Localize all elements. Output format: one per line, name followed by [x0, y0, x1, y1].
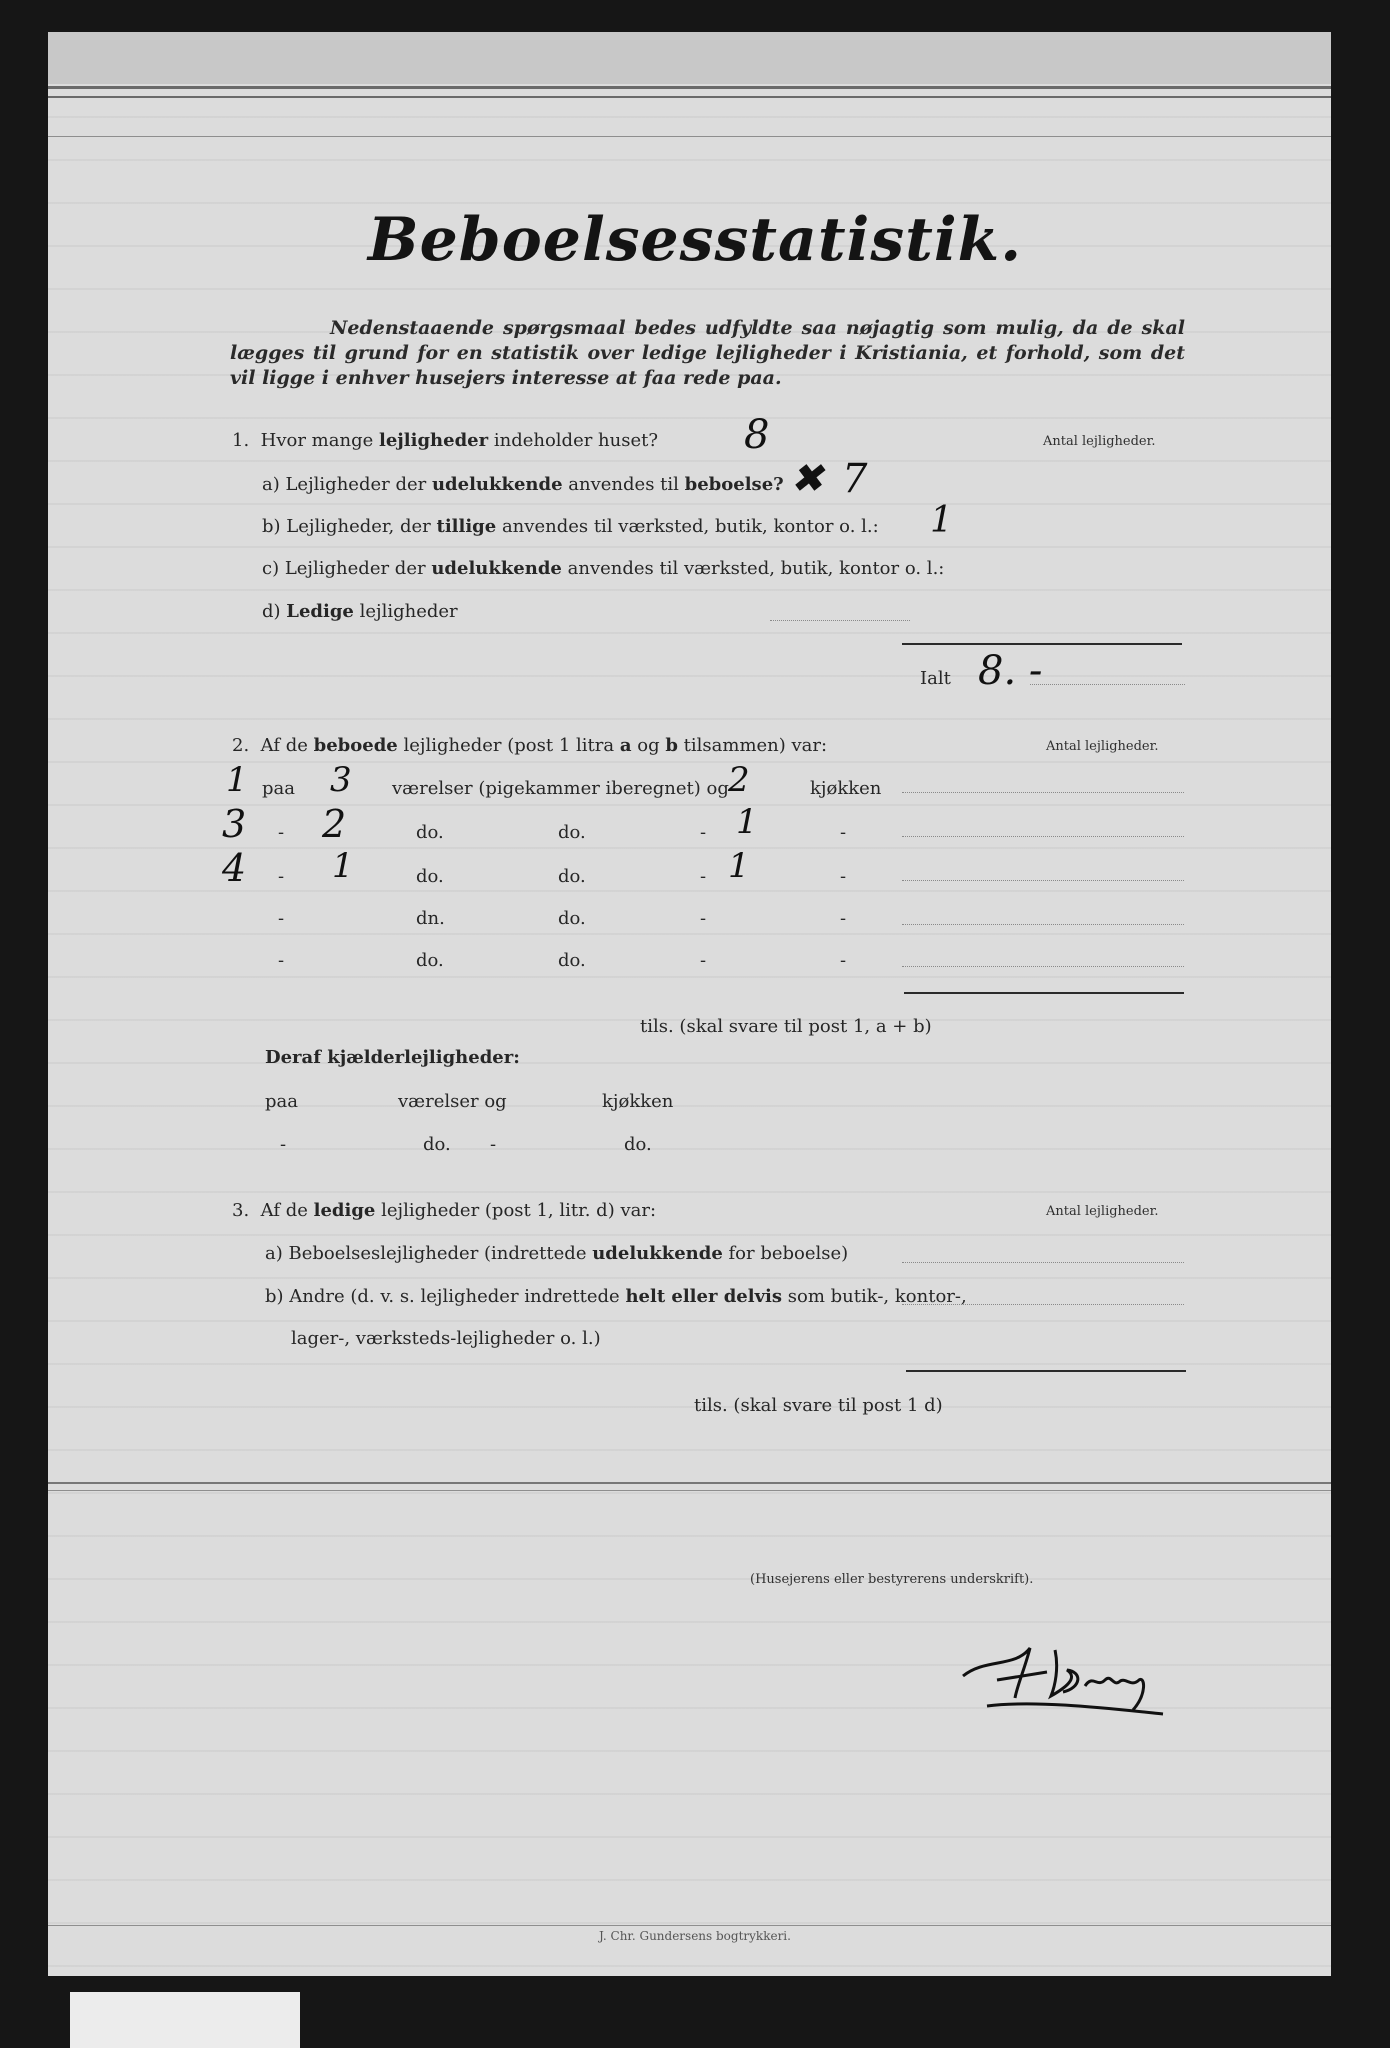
- q2-row4-do1: dn.: [416, 908, 445, 929]
- ialt-answer: 8. -: [978, 648, 1043, 694]
- q2-row2-do1: do.: [416, 822, 444, 843]
- q2-row5-do1: do.: [416, 950, 444, 971]
- q1a-scribble: ✖: [790, 456, 824, 502]
- q1c-line: c) Lejligheder der udelukkende anvendes til værksted, butik, kontor o. l.:: [262, 558, 945, 579]
- footer-rule: [48, 1925, 1331, 1926]
- q2-row3-dash3: -: [840, 866, 847, 887]
- section-rule: [48, 1482, 1331, 1484]
- q3-dots-1: [902, 1262, 1184, 1263]
- k-vaer: værelser og: [398, 1091, 507, 1112]
- q2-row2-dash2: -: [700, 822, 707, 843]
- q2-dots-4: [902, 924, 1184, 925]
- q1-answer: 8: [744, 412, 770, 458]
- q2-row1-kitchens: 2: [728, 760, 750, 800]
- section-rule-2: [48, 1490, 1331, 1491]
- top-rule: [48, 86, 1331, 89]
- k-do2: do.: [624, 1134, 652, 1155]
- q2-sum-rule: [904, 992, 1184, 994]
- q2-row3-do2: do.: [558, 866, 586, 887]
- q2-row4-do2: do.: [558, 908, 586, 929]
- intro-paragraph: Nedenstaaende spørgsmaal bedes udfyldte saa nøjagtig som mulig, da de skal lægges til grund for en statistik over ledige lejligheder i Kristiania, et forhold, som det vil ligge i enhver husejers interesse at faa rede paa.: [230, 317, 1185, 389]
- q2-row3-dash2: -: [700, 866, 707, 887]
- q2-tils: tils. (skal svare til post 1, a + b): [640, 1016, 932, 1037]
- q2-dots-2: [902, 836, 1184, 837]
- q2-line: 2. Af de beboede lejligheder (post 1 litra a og b tilsammen) var:: [232, 735, 828, 756]
- k-paa: paa: [265, 1091, 298, 1112]
- q3a-line: a) Beboelseslejligheder (indrettede udelukkende for beboelse): [265, 1243, 849, 1264]
- kjaelder-label: Deraf kjælderlejligheder:: [265, 1047, 520, 1068]
- q2-row1-vaer: værelser (pigekammer iberegnet) og: [392, 778, 729, 799]
- q1a-answer: 7: [842, 456, 868, 502]
- q2-row1-paa: paa: [262, 778, 295, 799]
- q2-row1-count: 1: [226, 760, 248, 800]
- signature-caption: (Husejerens eller bestyrerens underskrift).: [750, 1572, 1034, 1587]
- signature-image: [955, 1628, 1175, 1718]
- q2-row2-kitchens: 1: [736, 802, 758, 842]
- q2-row4-dash2: -: [700, 908, 707, 929]
- q3b-line: b) Andre (d. v. s. lejligheder indrettede helt eller delvis som butik-, kontor-,: [265, 1286, 967, 1307]
- q1-sum-rule: [902, 643, 1182, 645]
- q2-dots-1: [902, 792, 1184, 793]
- q2-row3-count: 4: [222, 846, 247, 890]
- q1d-dots: [770, 620, 910, 621]
- k-do1: do.: [423, 1134, 451, 1155]
- q1a-line: a) Lejligheder der udelukkende anvendes til beboelse?: [262, 474, 784, 495]
- q2-row5-dash3: -: [840, 950, 847, 971]
- antal-label-3: Antal lejligheder.: [1046, 1204, 1159, 1219]
- q2-dots-5: [902, 966, 1184, 967]
- q2-row2-dash3: -: [840, 822, 847, 843]
- scan-edge-blob: [70, 1992, 300, 2048]
- antal-label-2: Antal lejligheder.: [1046, 739, 1159, 754]
- q2-row2-count: 3: [222, 802, 247, 846]
- q2-row5-dash2: -: [700, 950, 707, 971]
- form-title: Beboelsesstatistik.: [367, 205, 1023, 275]
- q2-row4-dash3: -: [840, 908, 847, 929]
- q2-row1-kj: kjøkken: [810, 778, 882, 799]
- q2-row2-do2: do.: [558, 822, 586, 843]
- signature: [955, 1628, 1175, 1722]
- k-dash: -: [280, 1134, 287, 1155]
- q1b-answer: 1: [930, 500, 953, 541]
- top-rule-3: [48, 136, 1331, 137]
- q3b2-line: lager-, værksteds-lejligheder o. l.): [291, 1328, 601, 1349]
- q3-tils: tils. (skal svare til post 1 d): [694, 1395, 943, 1416]
- q2-row3-do1: do.: [416, 866, 444, 887]
- q3-sum-rule: [906, 1370, 1186, 1372]
- q2-row3-dash: -: [278, 866, 285, 887]
- q2-row3-rooms: 1: [332, 846, 354, 886]
- q3-line: 3. Af de ledige lejligheder (post 1, litr. d) var:: [232, 1200, 657, 1221]
- q2-row1-rooms: 3: [330, 760, 352, 800]
- top-band: [48, 32, 1331, 84]
- q2-row5-dash: -: [278, 950, 285, 971]
- antal-label-1: Antal lejligheder.: [1043, 434, 1156, 449]
- q2-row2-dash: -: [278, 822, 285, 843]
- printer-credit: J. Chr. Gundersens bogtrykkeri.: [599, 1929, 791, 1943]
- q2-row3-kitchens: 1: [728, 846, 750, 886]
- q2-row5-do2: do.: [558, 950, 586, 971]
- ialt-dots: [1030, 684, 1185, 685]
- q3-dots-2: [902, 1304, 1184, 1305]
- top-rule-2: [48, 96, 1331, 98]
- q2-dots-3: [902, 880, 1184, 881]
- q1-line: 1. Hvor mange lejligheder indeholder huset?: [232, 430, 659, 451]
- ialt-label: Ialt: [920, 668, 951, 689]
- q2-row4-dash: -: [278, 908, 285, 929]
- q1d-line: d) Ledige lejligheder: [262, 601, 458, 622]
- q1b-line: b) Lejligheder, der tillige anvendes til værksted, butik, kontor o. l.:: [262, 516, 879, 537]
- k-kj: kjøkken: [602, 1091, 674, 1112]
- k-dash2: -: [490, 1134, 497, 1155]
- q2-row2-rooms: 2: [322, 802, 347, 846]
